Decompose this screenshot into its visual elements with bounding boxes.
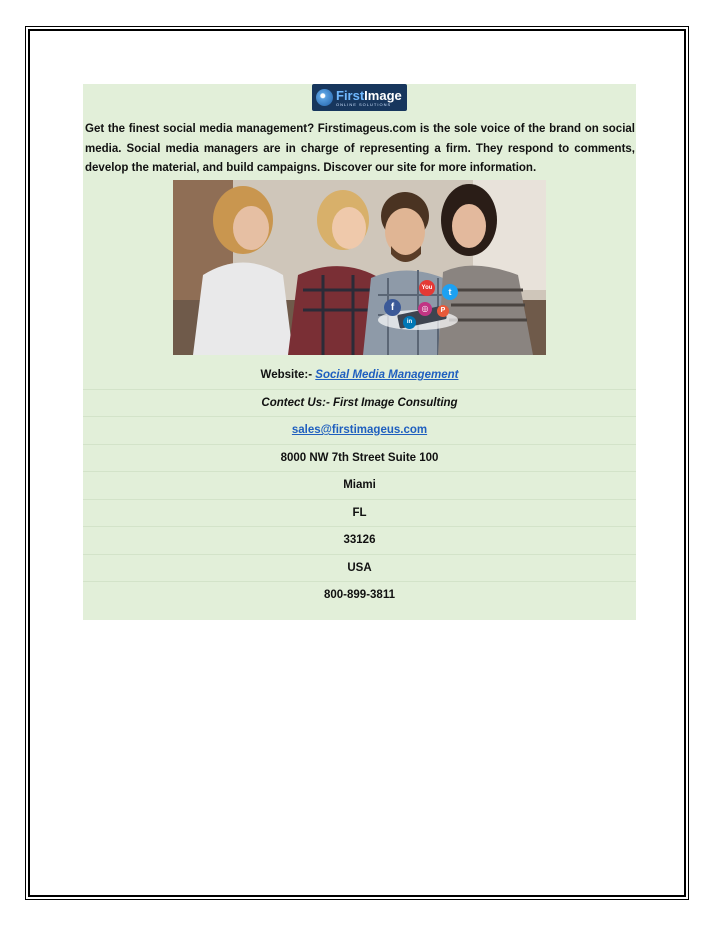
twitter-icon: t bbox=[442, 284, 458, 300]
intro-paragraph: Get the finest social media management? Firstimageus.com is the sole voice of the brand on social media. Social media managers are in charge of representing a firm. They respond to comments, develop the material, and build campaigns. Discover our site for more information. bbox=[85, 123, 635, 174]
email-line bbox=[83, 417, 636, 445]
photo-illustration bbox=[173, 180, 546, 355]
phone-line: 800-899-3811 bbox=[324, 589, 395, 601]
logo-tagline: ONLINE SOLUTIONS bbox=[336, 101, 392, 107]
globe-icon bbox=[316, 89, 333, 106]
social-media-photo bbox=[173, 180, 546, 355]
state-line: FL bbox=[83, 500, 636, 528]
content-panel bbox=[83, 84, 636, 620]
website-label: Website:- bbox=[260, 369, 313, 381]
youtube-icon: You bbox=[419, 280, 435, 296]
address-line: 8000 NW 7th Street Suite 100 bbox=[83, 445, 636, 473]
country-line: USA bbox=[83, 555, 636, 583]
website-link[interactable]: Social Media Management bbox=[315, 369, 459, 381]
facebook-icon: f bbox=[384, 299, 401, 316]
zip-line: 33126 bbox=[83, 527, 636, 555]
pinterest-icon: P bbox=[437, 305, 449, 317]
website-line bbox=[83, 362, 636, 390]
logo-word-image: Image bbox=[364, 87, 402, 103]
contact-info bbox=[83, 362, 636, 609]
contact-line: Contect Us:- First Image Consulting bbox=[83, 390, 636, 418]
linkedin-icon: in bbox=[403, 316, 416, 329]
instagram-icon: ◎ bbox=[418, 302, 432, 316]
first-image-logo bbox=[312, 84, 407, 111]
logo-word-first: First bbox=[336, 87, 365, 103]
city-line: Miami bbox=[83, 472, 636, 500]
email-link[interactable]: sales@firstimageus.com bbox=[291, 424, 428, 436]
